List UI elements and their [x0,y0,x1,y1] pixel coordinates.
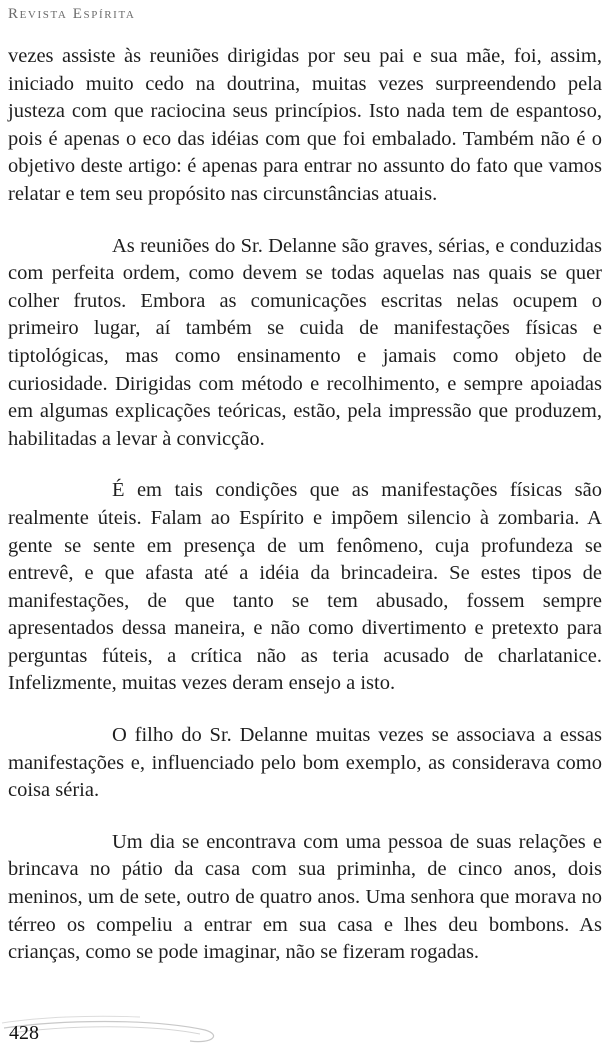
paragraph: vezes assiste às reuniões dirigidas por seu pai e sua mãe, foi, assim, iniciado muito cedo na doutrina, muitas vezes surpreendendo pela justeza com que raciocina seus princípios. Isto nada tem de espantoso, pois é apenas o eco das idéias com que foi embalado. Também não é o objetivo deste artigo: é apenas para entrar no assunto do fato que vamos relatar e tem seu propósito nas circunstâncias atuais. [8,45,602,205]
paragraph: As reuniões do Sr. Delanne são graves, sérias, e conduzidas com perfeita ordem, como devem se todas aquelas nas quais se quer colher frutos. Embora as comunicações escritas nelas ocupem o primeiro lugar, aí também se cuida de manifestações físicas e tiptológicas, mas como ensinamento e jamais como objeto de curiosidade. Dirigidas com método e recolhimento, e sempre apoiadas em algumas explicações teóricas, estão, pela impressão que produzem, habilitadas a levar à convicção. [8,234,602,450]
paragraph: O filho do Sr. Delanne muitas vezes se associava a essas manifestações e, influenciado pelo bom exemplo, as considerava como coisa séria. [8,724,602,802]
paragraph: É em tais condições que as manifestações físicas são realmente úteis. Falam ao Espírito e impõem silencio à zombaria. A gente se sente em presença de um fenômeno, cuja profundeza se entrevê, e que afasta até a idéia da brincadeira. Se estes tipos de manifestações, de que tanto se tem abusado, fossem sempre apresentados dessa maneira, e não como divertimento e pretexto para perguntas fúteis, a crítica não as teria acusado de charlatanice. Infelizmente, muitas vezes deram ensejo a isto. [8,479,602,695]
page-number: 428 [9,1022,39,1044]
paragraph: Um dia se encontrava com uma pessoa de suas relações e brincava no pátio da casa com sua priminha, de cinco anos, dois meninos, um de sete, outro de quatro anos. Uma senhora que morava no térreo os compeliu a entrar em sua casa e lhes deu bombons. As crianças, como se pode imaginar, não se fizeram rogadas. [8,830,602,964]
running-header: Revista Espírita [8,6,136,22]
page-body [8,43,602,991]
